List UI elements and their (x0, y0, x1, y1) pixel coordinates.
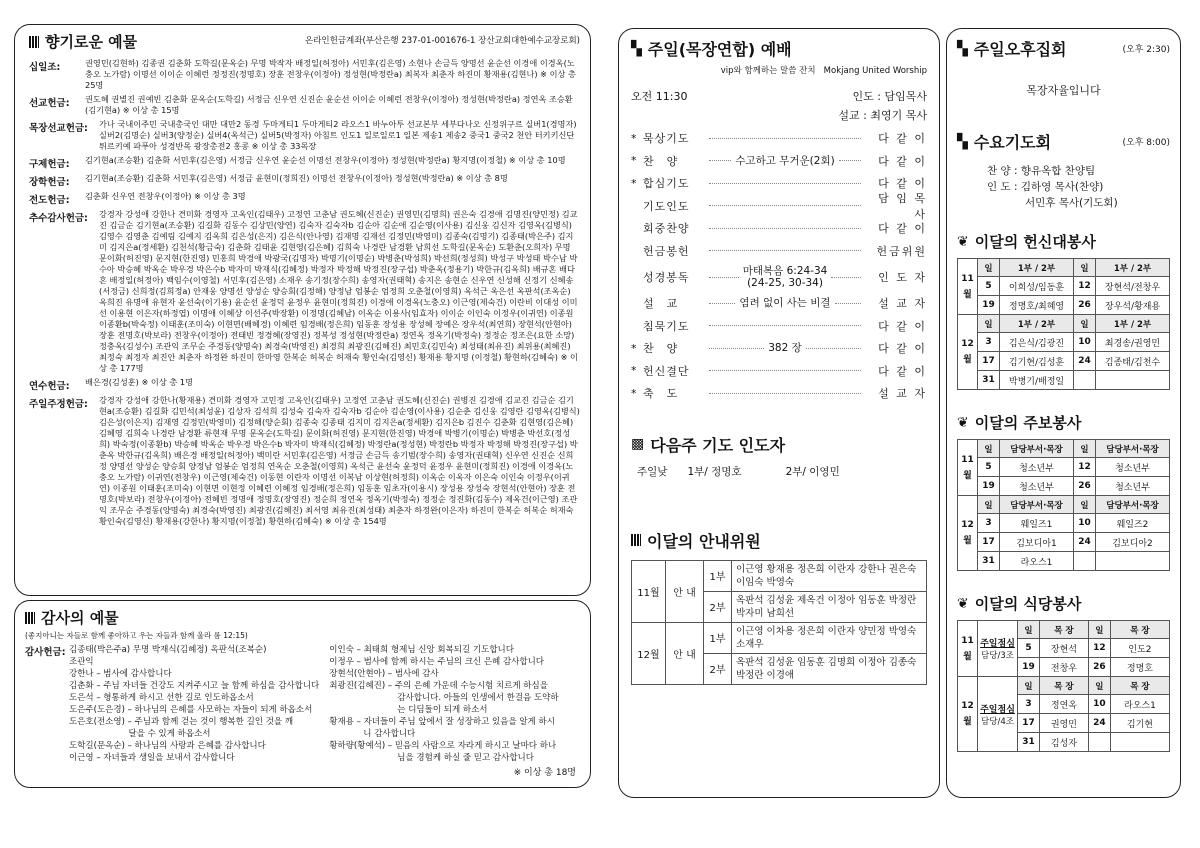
table-cell: 정연옥 (1040, 695, 1089, 714)
worship-title: ▚ 주일(목장연합) 예배 (631, 40, 792, 59)
worship-item-person: 다 같 이 (878, 154, 928, 168)
clover-icon: ❦ (957, 595, 969, 612)
table-cell (1110, 733, 1169, 752)
offering-label: 십일조: (29, 62, 61, 73)
worship-item-name: 침묵기도 (643, 319, 690, 333)
worship-item (631, 191, 927, 221)
table-cell (1096, 371, 1170, 390)
offering-row (29, 119, 580, 152)
thanks-line: 님을 경험케 하실 줄 믿고 감사합니다 (329, 753, 534, 763)
usher-month: 11월 (632, 560, 666, 622)
table-cell: 17 (978, 533, 1000, 552)
worship-item-name: 성경봉독 (643, 271, 690, 284)
dotted-leader (709, 393, 861, 394)
offering-label: 선교헌금: (29, 98, 70, 109)
table-cell: 3 (978, 333, 1000, 352)
table-cell: 청소년부 (1000, 477, 1074, 496)
month-cell: 11 월 (958, 621, 978, 677)
kitchen-lead-title: 주일점심 (980, 704, 1015, 715)
flag-icon (631, 534, 641, 546)
offering-names: 강경자 강성애 강한나 견미화 경영자 고옥인(김태우) 고정연 고춘남 권도혜(신진순) 권영민(김명희) 권은숙 김경애 김명진(양민정) 김교진 김금순 김기현a(조승환) 김길화 김동수 김상민(양연) 김숙자 김숙자b 김순아 김순애 김순영(이사용) 김신웅 김신자 김영옥(김병식) 김영수 김영춘 김예림 김예지 김옥희 김은성(은지) 김은식(안나영) 김재명 김재선 김정민(박영미) 김종숙(김명기) 김종태(박은주) 김지미 김지은a(정세환) 김천석(황금숙) 김춘화 김태윤 김현영(김은혜) 김희숙 나경란 남경환 남희선 도학길(문옥순) 도환춘(오희자) 무명 문이화(허진영) 문지현(한진영) 민홍희 박경애 박광국(김명자) 박명기(이명순) 박병춘(박성희) 박선희(정성희) 박성구 박성태 박수남 박수아 박승혜 박옥순 박우경 박은수b 박자미 박재식(김혜정) 박정자 박정해 박정진(장구섭) 박춘옥(정용기) 박한규(김옥희) 배규혼 배다혼 배정일(허정아) 백임수(이영철) 서민후(김은영) 소재우 송기정(장수희) 송영자(권태혁) 송지은 송현순 신우연 신성해 신정기 신혜송(서정금) 신희정(김희정a) 안재웅 양명선 양성순 양승회(김정해) 양정남 엄봉순 엄정희 오춘철(이영희) 옥석근 옥은선 옥판석(조옥순) 옥희진 유명애 유현자 윤선숙(이기용) 윤순선 윤정덕 윤정우 윤현미(정희진) 이경애 이경옥(노충오) 이근영(제숙건) 이란비 이대성 이미선 이용현 이은자(하정엽) 이명애 이혜상 이선주(박장환) 이정명(김혜남) 이옥순 이용사(임효자) 이이순 이인숙 이정우(이귀연) 이종원 이종환b(박숙정) 이태훈(조미숙) 이현면(배혜경) 이혜련 임경배(정은희) 임동훈 장성용 장성혜 장예은 장우석(최연희) 장현석(안현아) 장훈 전명호(박보라) 전창우(이정아) 전태빈 정경혜(장영진) 정복성 정성현(박정란a) 정연옥 정옥기(박정숙) 정정순 정조은(요한 소망) 정충옥(김성수) 조관익 조무순 주경동(양명숙) 최경숙(박영진) 최경희 최광진(김혜진) 최민호(김민숙) 최성태(최유진) 최위용(최혜진) 최정숙 최정자 최진안 최춘자 하정완 하진미 한마영 한복순 허복순 허재숙 황인숙(김영신) 황재용 황지명 (이정철) 황현하(김혜숙) ※ 이상 총 177명 (99, 209, 578, 373)
worship-star: * (631, 341, 637, 355)
offering-row (29, 209, 580, 374)
worship-item-person: 인 도 자 (878, 271, 928, 284)
thanks-section (14, 600, 591, 788)
table-cell: 이희성/임동훈 (1000, 277, 1074, 296)
worship-item (631, 150, 927, 173)
thanks-line: 니 감사합니다 (329, 729, 416, 739)
ushers-title: 이달의 안내위원 (631, 529, 927, 552)
worship-item (631, 360, 927, 383)
dotted-leader (709, 370, 861, 371)
worship-item (631, 337, 927, 360)
offering-row (29, 173, 580, 188)
table-cell: 5 (1018, 639, 1040, 658)
afternoon-title: ▚ 주일오후집회 (957, 40, 1067, 59)
offering-label: 전도헌금: (29, 195, 70, 206)
worship-item-detail: 수고하고 무거운(2회) (735, 154, 835, 167)
worship-item-name: 축 도 (643, 387, 679, 401)
table-cell (1096, 552, 1170, 571)
table-row (958, 514, 1170, 533)
worship-item (631, 240, 927, 263)
table-header-row (958, 677, 1170, 695)
dotted-leader (709, 183, 861, 184)
offering-names: 권도혜 권별진 권예빈 김춘화 문옥순(도학길) 서정금 신우연 신진순 윤순선 이이순 이혜런 전창우(이정아) 정성현(박정란a) 정연옥 조승환(김기현a) ※ 이상 총 15명 (85, 94, 573, 115)
thanks-total: ※ 이상 총 18명 (513, 768, 576, 778)
table-cell (1074, 552, 1096, 571)
dotted-leader (835, 303, 861, 304)
thanks-line: 이근영 – 자녀들과 생일을 보내서 감사합니다 (69, 753, 235, 763)
worship-item-person: 다 같 이 (878, 132, 927, 146)
thanks-label: 감사헌금: (25, 647, 66, 658)
clover-icon: ❦ (957, 233, 969, 250)
kitchen-lead (978, 621, 1018, 677)
worship-item-person: 다 같 이 (878, 319, 927, 333)
thanks-line: 최광진(김혜진) – 주의 은혜 가운데 수능시험 치르게 하심을 (329, 681, 548, 691)
wednesday-lead1: 인 도 : 김하영 목사(찬양) (987, 181, 1104, 193)
table-cell: 5 (978, 458, 1000, 477)
worship-item (631, 127, 927, 150)
offering-label: 추수감사헌금: (29, 213, 88, 224)
flag-icon (25, 612, 35, 624)
table-header-cell: 일 (978, 259, 1000, 277)
thanks-verse: (좋지아니는 자들로 함께 좋아하고 우는 자들과 함께 울라 롬 12:15) (25, 631, 248, 640)
dotted-leader (709, 160, 731, 161)
table-cell: 31 (1018, 733, 1040, 752)
table-header-row (958, 496, 1170, 514)
table-header-cell: 일 (1074, 440, 1096, 458)
worship-item-name: 묵상기도 (643, 132, 690, 146)
offering-row (29, 155, 580, 170)
dotted-leader (709, 277, 739, 278)
thanks-line: 도은주(도은경) – 하나님의 은혜를 사모하는 자들이 되게 하옵소서 (69, 705, 313, 715)
table-header-row (958, 315, 1170, 333)
kitchen-lead (978, 677, 1018, 752)
thanks-line: 황하량(황예석) – 믿음의 사람으로 자라게 하시고 날마다 하나 (329, 741, 557, 751)
table-header-cell: 1부 / 2부 (1000, 259, 1074, 277)
worship-item-name: 설 교 (643, 297, 679, 311)
worship-star: * (631, 176, 637, 190)
month-cell: 12 월 (958, 496, 978, 571)
worship-item-person: 다 같 이 (878, 177, 927, 191)
table-cell: 라오스1 (1000, 552, 1074, 571)
table-row (958, 477, 1170, 496)
kitchen-dept: 담당/3조 (981, 651, 1014, 661)
devotion-table (957, 258, 1170, 390)
thanks-left-list (69, 644, 319, 764)
bullet-icon: ▚ (957, 40, 968, 57)
usher-part: 1부 (704, 622, 732, 653)
table-cell: 24 (1074, 533, 1096, 552)
table-cell: 김기현/김성훈 (1000, 352, 1074, 371)
worship-star: * (631, 154, 637, 168)
offering-section (14, 24, 591, 596)
dotted-leader (709, 303, 735, 304)
worship-item-detail: 382 장 (768, 342, 802, 355)
month-cell: 11 월 (958, 259, 978, 315)
table-header-row (958, 259, 1170, 277)
offering-label: 연수헌금: (29, 381, 70, 392)
table-cell: 최경송/권영민 (1096, 333, 1170, 352)
offering-names: 가나 국내이주민 국내총국인 대만 대만2 동경 두마게티1 두마게티2 라오스1 바누아투 선교본부 세부다나오 신정위구르 실버1(경명자) 실버2(김명순) 실버3(양정순) 실버4(옥석근) 실버5(박정자) 아침트 인도1 일로일로1 일본 제송1 제송2 중국1 중국2 천안 터키키신단 튀르키예 파푸아 성경반목 광장총전2 홍콩 ※ 이상 총 33목장 (99, 119, 577, 151)
wednesday-title: ▚ 수요기도회 (957, 133, 1052, 152)
bullet-icon: ▚ (631, 40, 642, 57)
offering-names: 권영민(김현하) 김종권 김춘화 도학길(문옥순) 무명 박작자 배정일(허정아) 서민후(김은영) 소현나 손금득 양명선 윤순선 이경애 이경옥(노충오 노가람) 이명선 이이순 이혜런 정정진(정명호) 장훈 전창우(이정아) 정성현(박정란a) 최복자 최춘자 하진미 황재용(김현나) ※ 이상 총 25명 (85, 58, 576, 90)
table-header-cell: 일 (978, 496, 1000, 514)
table-row (958, 277, 1170, 296)
table-header-cell: 일 (1088, 677, 1110, 695)
kitchen-lead-title: 주일점심 (980, 639, 1015, 649)
table-cell: 3 (1018, 695, 1040, 714)
table-cell: 31 (978, 371, 1000, 390)
thanks-line: 도학길(문옥순) – 하나님의 사랑과 은혜를 감사합니다 (69, 741, 266, 751)
thanks-line: 이정우 – 범사에 함께 하시는 주님의 크신 은혜 감사합니다 (329, 657, 545, 667)
table-cell (1088, 733, 1110, 752)
table-header-cell: 일 (1088, 621, 1110, 639)
worship-item-person: 헌금위원 (876, 244, 927, 258)
table-cell: 10 (1074, 333, 1096, 352)
table-cell: 12 (1088, 639, 1110, 658)
worship-item-name: 회중찬양 (643, 222, 690, 236)
table-header-cell: 목 장 (1040, 677, 1089, 695)
table-cell: 장현석 (1040, 639, 1089, 658)
table-header-cell: 일 (1018, 621, 1040, 639)
offering-label: 목장선교헌금: (29, 123, 88, 134)
month-cell: 12 월 (958, 315, 978, 390)
table-cell: 19 (978, 296, 1000, 315)
month-cell: 11 월 (958, 440, 978, 496)
worship-item (631, 292, 927, 315)
table-header-cell: 1부 / 2부 (1000, 315, 1074, 333)
worship-item-name: 합심기도 (643, 177, 690, 191)
thanks-line: 강한나 – 범사에 감사합니다 (69, 669, 172, 679)
worship-item-name: 기도인도 (643, 199, 690, 213)
table-header-cell: 일 (1074, 259, 1096, 277)
bulletin-title: ❦ 이달의 주보봉사 (957, 414, 1082, 432)
usher-part: 1부 (704, 560, 732, 591)
usher-names: 옥판석 김성윤 임동훈 김명희 이정아 김종숙 박정란 이경애 (732, 653, 927, 684)
worship-item-person: 다 같 이 (878, 342, 927, 356)
table-cell: 정명호 (1110, 658, 1169, 677)
offering-names: 강경자 강성애 강한나(황재용) 견미화 경영자 고민정 고옥인(김태우) 고정연 고춘남 권도혜(신진순) 권병진 김경애 김교진 김금순 김기현a(조승환) 김길화 김민석(최성윤) 김상자 김석희 김성숙 김숙자 김숙자b 김순아 김순영(이사용) 김순춘 김신웅 김영란 김영옥(김병식) 김은성(이은지) 김재영 김정민(박영미) 김정해(양순회) 김종숙 김종태 김지미 김지은a(정세환) 김지은b 김진수 김춘화 김현영(김은혜) 김혜영 김희숙 나경란 남경환 류현재 무명 문옥순(도학길) 문이화(허진영) 문지현(한진영) 박경애 박병기(이명순) 박병춘 박선호(정성희) 박숙정(이종환b) 박승혜 박옥순 박우경 박은수b 박자미 박재식(김혜정) 박정란a(정성현) 박정란b 박정자 박정해 박정진(장구섭) 박춘옥 박한규(김옥희) 배은경 배정일(허정아) 백미란 서민후(김은영) 서정금 손금득 송기범(장수희) 송영자(권태혁) 신우연 신진순 신희정 양명선 양성순 양승회 양정남 엄봉순 엄정희 연옥순 오춘철(이영희) 옥석근 윤선숙 윤정덕 윤정우 윤현미(정희진) 이경애 이경옥(노충오 노가람) 이귀연(전창우) 이근영(제숙건) 이동현 이란자 이명선 이복남 이상현(허정희) 이옥순 이옥자 이은숙 이인숙 이정우(이귀연) 이종원 이태훈(조미숙) 이현면 이현정 이혜련 이혜정 임경배(정은희) 임동훈 임초자(이용시) 장성용 장성숙 장현석(안현아) 장훈 전명호(박보라) 전창우(이정아) 전혜빈 정명애 정명호(장영진) 정순희 정연옥 정옥기(박정숙) 정정순 정진화(김동수) 제옥건(이근영) 조관익 조무순 주경동(양명숙) 최경숙(박영진) 최광진(김혜진) 최서영 최유진(최성태) 최춘자 하정완(이은자) 하진미 한복순 허복순 허재숙 황인숙(김영신) 황재용(강한나) 황지명(이정철) 황현하(김혜숙) ※ 이상 총 154명 (99, 395, 580, 526)
dotted-leader (709, 228, 861, 229)
next-prayer-label: 주일낮 (637, 465, 668, 478)
table-cell: 라오스1 (1110, 695, 1169, 714)
table-cell: 19 (978, 477, 1000, 496)
usher-names: 옥판석 김성윤 제옥건 이정아 임동훈 박정란 박자미 남희선 (732, 591, 927, 622)
table-cell: 26 (1074, 477, 1096, 496)
offering-label: 주일주정헌금: (29, 399, 88, 410)
table-cell: 3 (978, 514, 1000, 533)
offering-list (29, 58, 580, 527)
table-cell: 24 (1074, 352, 1096, 371)
dotted-leader (709, 138, 861, 139)
table-cell (1074, 371, 1096, 390)
table-header-cell: 담당부서·목장 (1096, 440, 1170, 458)
table-header-cell: 일 (1074, 315, 1096, 333)
worship-star: * (631, 386, 637, 400)
thanks-line: 김춘화 – 주님 자녀들 건강도 지켜주시고 늘 함께 하심을 감사합니다 (69, 681, 320, 691)
next-prayer-p1: 1부/ 정명호 (687, 465, 742, 478)
usher-row (632, 560, 927, 591)
table-header-cell: 1부 / 2부 (1096, 259, 1170, 277)
table-cell: 24 (1088, 714, 1110, 733)
table-header-cell: 담당부서·목장 (1096, 496, 1170, 514)
table-header-cell: 목 장 (1110, 621, 1169, 639)
wednesday-time: (오후 8:00) (1122, 138, 1170, 148)
thanks-line: 김종태(박은주a) 무명 박재식(김혜정) 옥판석(조복순) (69, 645, 267, 655)
worship-star: * (631, 131, 637, 145)
table-cell: 전창우 (1040, 658, 1089, 677)
bullet-icon: ▩ (631, 436, 645, 452)
table-cell: 김은식/김광진 (1000, 333, 1074, 352)
usher-part: 2부 (704, 591, 732, 622)
table-row (958, 333, 1170, 352)
worship-subtitle: vip와 함께하는 말씀 잔치 Mokjang United Worship (720, 66, 927, 76)
table-row (958, 296, 1170, 315)
table-cell: 인도2 (1110, 639, 1169, 658)
table-row (958, 552, 1170, 571)
usher-names: 이근영 황재용 정은희 이란자 강한나 권은숙 이임숙 박영숙 (732, 560, 927, 591)
worship-item-person: 담 임 목 사 (878, 191, 927, 221)
worship-leader: 인도 : 담임목사 (852, 90, 927, 103)
worship-item-person: 다 같 이 (878, 222, 927, 236)
dotted-leader (709, 348, 764, 349)
table-cell: 10 (1074, 514, 1096, 533)
table-header-cell: 목 장 (1110, 677, 1169, 695)
table-cell: 김보디아1 (1000, 533, 1074, 552)
table-cell: 장현석/전창우 (1096, 277, 1170, 296)
table-cell: 김성자 (1040, 733, 1089, 752)
worship-time: 오전 11:30 (631, 90, 688, 103)
table-cell: 청소년부 (1096, 458, 1170, 477)
worship-item-name: 찬 양 (643, 154, 679, 168)
next-prayer-p2: 2부/ 이영민 (785, 465, 840, 478)
offering-title: 향기로운 예물 (29, 31, 137, 52)
dotted-leader (709, 325, 861, 326)
table-cell: 김기현 (1110, 714, 1169, 733)
thanks-right-list (329, 644, 580, 764)
table-header-cell: 담당부서·목장 (1000, 496, 1074, 514)
table-cell: 김보디아2 (1096, 533, 1170, 552)
kitchen-table (957, 620, 1170, 752)
usher-row (632, 622, 927, 653)
table-header-cell: 일 (978, 440, 1000, 458)
table-header-cell: 일 (978, 315, 1000, 333)
thanks-line: 이인숙 – 최태희 형제님 신앙 회복되길 기도합니다 (329, 645, 514, 655)
worship-item (631, 382, 927, 405)
offering-names: 김기현a(조승환) 김춘화 서민후(김은영) 서정금 신우연 윤순선 이명선 전창우(이정아) 정성현(박정란a) 황지명(이정철) ※ 이상 총 10명 (85, 155, 566, 165)
table-cell: 26 (1088, 658, 1110, 677)
wednesday-lead2: 서민후 목사(기도회) (1025, 197, 1118, 209)
usher-part: 2부 (704, 653, 732, 684)
thanks-line: 달을 수 있게 하옵소서 (69, 729, 211, 739)
bullet-icon: ▚ (957, 133, 968, 150)
table-cell: 장우석/황재용 (1096, 296, 1170, 315)
table-header-cell: 일 (1018, 677, 1040, 695)
table-cell: 12 (1074, 277, 1096, 296)
worship-item-detail: 마태복음 6:24-34 (24-25, 30-34) (742, 265, 828, 289)
table-cell: 31 (978, 552, 1000, 571)
table-cell: 5 (978, 277, 1000, 296)
offering-row (29, 191, 580, 206)
table-cell: 청소년부 (1096, 477, 1170, 496)
worship-item-name: 찬 양 (643, 342, 679, 356)
dotted-leader (709, 250, 861, 251)
thanks-line: 조관익 (69, 657, 94, 667)
offering-account: 온라인헌금계좌(부산은행 237-01-001676-1 장산교회대한예수교장로회) (305, 36, 580, 46)
month-cell: 12 월 (958, 677, 978, 752)
table-cell: 권영민 (1040, 714, 1089, 733)
table-row (958, 458, 1170, 477)
dotted-leader (831, 277, 861, 278)
offering-label: 장학헌금: (29, 177, 70, 188)
kitchen-dept: 담당/4조 (981, 716, 1014, 727)
devotion-title: ❦ 이달의 헌신대봉사 (957, 233, 1096, 251)
offering-names: 김기현a(조승환) 김춘화 서민후(김은영) 서정금 윤현미(정희진) 이명선 전창우(이정아) 정성현(박정란a) ※ 이상 총 8명 (85, 173, 508, 183)
table-cell: 박병기/배정일 (1000, 371, 1074, 390)
worship-item-name: 헌신결단 (643, 364, 690, 378)
table-cell: 17 (978, 352, 1000, 371)
next-prayer-title: ▩ 다음주 기도 인도자 (631, 435, 786, 455)
worship-item-name: 헌금봉헌 (643, 244, 690, 258)
offering-row (29, 58, 580, 91)
clover-icon: ❦ (957, 414, 969, 431)
offering-names: 배은경(김성훈) ※ 이상 총 1명 (85, 377, 193, 387)
table-header-row (958, 440, 1170, 458)
worship-item-person: 설 교 자 (878, 297, 928, 311)
offering-names: 김춘화 신우연 전창우(이정아) ※ 이상 총 3명 (85, 191, 246, 201)
table-cell: 김종태/김천수 (1096, 352, 1170, 371)
thanks-title: 감사의 예물 (25, 607, 580, 628)
bulletin-table (957, 439, 1170, 571)
worship-preacher: 설교 : 최영기 목사 (838, 109, 927, 122)
afternoon-text: 목장자율입니다 (1026, 84, 1101, 97)
table-cell: 12 (1074, 458, 1096, 477)
worship-item-person: 다 같 이 (878, 364, 927, 378)
thanks-line: 도은호(전소영) – 주님과 함께 걷는 것이 행복한 길인 것을 깨 (69, 717, 294, 727)
offering-label: 구제헌금: (29, 159, 70, 170)
table-header-cell: 담당부서·목장 (1000, 440, 1074, 458)
usher-role: 안 내 (666, 622, 704, 684)
table-cell: 10 (1088, 695, 1110, 714)
worship-order (631, 127, 927, 405)
offering-row (29, 94, 580, 116)
kitchen-title: ❦ 이달의 식당봉사 (957, 595, 1082, 613)
table-cell: 웨일즈2 (1096, 514, 1170, 533)
table-header-cell: 일 (1074, 496, 1096, 514)
table-cell: 청소년부 (1000, 458, 1074, 477)
usher-names: 이근영 이차용 정은희 이란자 양민정 박영숙 소재우 (732, 622, 927, 653)
dotted-leader (806, 348, 861, 349)
worship-item (631, 315, 927, 338)
worship-section (618, 28, 940, 798)
wednesday-praise: 찬 양 : 향유옥합 찬양팀 (987, 165, 1096, 177)
worship-star: * (631, 364, 637, 378)
table-row (958, 533, 1170, 552)
offering-row (29, 377, 580, 392)
table-cell: 정명호/최혜영 (1000, 296, 1074, 315)
table-cell: 26 (1074, 296, 1096, 315)
dotted-leader (839, 160, 861, 161)
dotted-leader (709, 205, 861, 206)
usher-role: 안 내 (666, 560, 704, 622)
table-row (958, 371, 1170, 390)
afternoon-time: (오후 2:30) (1122, 45, 1170, 55)
right-section (946, 28, 1181, 798)
table-cell: 19 (1018, 658, 1040, 677)
worship-item (631, 262, 927, 292)
thanks-line: 장현석(안현아) – 범사에 감사 (329, 669, 439, 679)
thanks-line: 도은석 – 형통하게 하시고 선한 길로 인도하옵소서 (69, 693, 254, 703)
table-header-cell: 1부 / 2부 (1096, 315, 1170, 333)
thanks-line: 는 디딤돌이 되게 하소서 (329, 705, 488, 715)
offering-row (29, 395, 580, 527)
worship-item (631, 217, 927, 240)
worship-item-detail: 염려 없이 사는 비결 (739, 297, 831, 310)
table-cell: 웨일즈1 (1000, 514, 1074, 533)
worship-item-person: 설 교 자 (878, 387, 927, 401)
thanks-line: 감사합니다. 아들의 인생에서 한걸음 도약하 (329, 693, 559, 703)
table-header-row (958, 621, 1170, 639)
table-cell: 17 (1018, 714, 1040, 733)
usher-month: 12월 (632, 622, 666, 684)
thanks-line: 황재용 – 자녀들이 주님 앞에서 잘 성장하고 있음을 알게 하시 (329, 717, 555, 727)
flag-icon (29, 36, 39, 48)
table-row (958, 352, 1170, 371)
table-header-cell: 목 장 (1040, 621, 1089, 639)
ushers-table (631, 560, 927, 685)
